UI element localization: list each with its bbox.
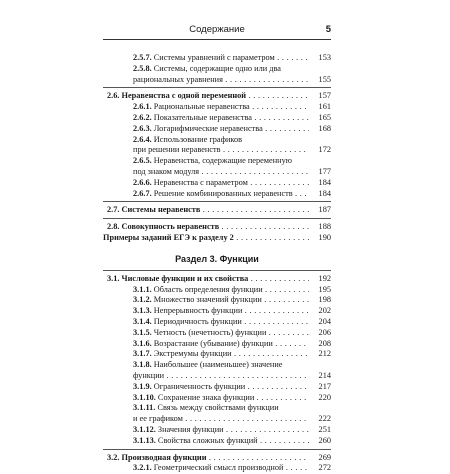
toc-entry-title: Ограниченность функции [154,382,245,391]
toc-entry-page: 272 [309,463,331,474]
toc-entry-text [103,436,309,447]
toc-entry-title: Неравенства с параметром [154,178,248,187]
toc-entry-title: Свойства сложных функций [158,436,258,445]
toc-entry-text [103,425,309,436]
toc-entry-page: 184 [309,178,331,189]
running-title: Содержание [103,24,331,35]
toc-entry-number: 2.8. [107,222,119,231]
toc-entry-text [103,393,309,404]
toc-entry-text [103,178,309,189]
divider [103,449,331,450]
toc-entry-number: 3.2.1. [133,463,152,472]
toc-entry-title: Экстремумы функции [154,349,232,358]
toc-entry-page: 190 [309,233,331,244]
toc-entry-page: 172 [309,145,331,156]
toc-block-5 [103,274,331,447]
toc-entry [103,135,331,146]
toc-entry-text [103,285,309,296]
toc-entry-text [103,371,309,382]
toc-entry [103,306,331,317]
toc-entry [103,222,331,233]
toc-entry [103,285,331,296]
toc-entry [103,167,331,178]
toc-entry-text [103,414,309,425]
toc-entry [103,75,331,86]
toc-entry-number: 3.1.11. [133,403,155,412]
toc-entry-number: 3.1.10. [133,393,156,402]
toc-block-4 [103,222,331,244]
toc-entry-page: 206 [309,328,331,339]
toc-block-3 [103,205,331,216]
toc-entry [103,145,331,156]
toc-entry-text [103,233,309,244]
toc-entry-page: 168 [309,124,331,135]
page-number: 5 [326,24,331,35]
toc-entry-number: 3.1.13. [133,436,156,445]
toc-entry-text [103,453,309,464]
toc-entry-title: Возрастание (убывание) функции [154,339,273,348]
toc-entry-number: 3.1.12. [133,425,156,434]
toc-entry-number: 3.1.3. [133,306,152,315]
toc-entry [103,349,331,360]
toc-entry [103,113,331,124]
toc-entry-title: Системы неравенств [122,205,201,214]
toc-entry-number: 2.6.6. [133,178,152,187]
toc-entry-page: 269 [309,453,331,464]
toc-entry [103,339,331,350]
toc-entry-text [103,317,309,328]
toc-block-1 [103,53,331,85]
toc-entry-title: под знаком модуля [133,167,199,176]
toc-entry-text [103,403,309,414]
toc-entry-title: Периодичность функции [154,317,242,326]
toc-entry-page: 195 [309,285,331,296]
toc-entry-page: 208 [309,339,331,350]
toc-entry-text [103,102,309,113]
toc-block-6 [103,453,331,474]
toc-entry-title: Производная функции [122,453,207,462]
toc-entry-number: 3.1.4. [133,317,152,326]
toc-entry-page: 204 [309,317,331,328]
toc-entry-title: функции [133,371,164,380]
running-header [103,24,331,38]
toc-entry-number: 3.2. [107,453,119,462]
toc-entry-title: Логарифмические неравенства [154,124,263,133]
toc-entry-text [103,306,309,317]
toc-entry-title: при решении неравенств [133,145,221,154]
toc-entry-text [103,124,309,135]
toc-entry-text [103,463,309,474]
toc-entry-number: 2.5.7. [133,53,152,62]
toc-entry [103,124,331,135]
toc-entry-page: 157 [309,91,331,102]
toc-entry-page: 222 [309,414,331,425]
divider [103,201,331,202]
toc-entry-text [103,145,309,156]
toc-entry-number: 2.6.3. [133,124,152,133]
toc-entry [103,463,331,474]
toc-entry [103,393,331,404]
toc-entry [103,360,331,371]
toc-entry [103,403,331,414]
toc-entry-text [103,64,309,75]
toc-entry-title: Системы уравнений с параметром [154,53,275,62]
toc-entry-page: 184 [309,189,331,200]
toc-entry-title: Использование графиков [154,135,242,144]
toc-entry-title: Неравенства с одной переменной [122,91,247,100]
toc-entry-page: 260 [309,436,331,447]
toc-entry-title: Решение комбинированных неравенств [154,189,293,198]
toc-entry-number: 3.1.2. [133,295,152,304]
toc-entry-text [103,328,309,339]
toc-entry-number: 3.1.6. [133,339,152,348]
toc-entry-text [103,156,309,167]
toc-entry-title: Примеры заданий ЕГЭ к разделу 2 [103,233,234,242]
toc-entry [103,436,331,447]
toc-entry-number: 3.1.5. [133,328,152,337]
toc-entry-page: 161 [309,102,331,113]
toc-entry [103,156,331,167]
toc-entry-number: 2.6.4. [133,135,152,144]
toc-entry-page: 212 [309,349,331,360]
toc-entry-page: 192 [309,274,331,285]
toc-entry-title: и ее графиком [133,414,183,423]
toc-entry-page: 202 [309,306,331,317]
toc-entry [103,64,331,75]
toc-entry-text [103,222,309,233]
toc-entry-number: 2.6.1. [133,102,152,111]
toc-entry-text [103,295,309,306]
toc-entry-number: 3.1. [107,274,119,283]
toc-entry-title: Непрерывность функции [154,306,243,315]
toc-entry-number: 3.1.1. [133,285,152,294]
toc-entry [103,91,331,102]
toc-entry-title: Числовые функции и их свойства [122,274,249,283]
toc-entry-title: Область определения функции [154,285,263,294]
toc-entry-page: 155 [309,75,331,86]
toc-entry-text [103,382,309,393]
toc-entry-text [103,167,309,178]
toc-entry [103,453,331,464]
toc-entry-title: Показательные неравенства [154,113,252,122]
toc-entry-page: 198 [309,295,331,306]
toc-entry-text [103,205,309,216]
toc-entry-text [103,75,309,86]
toc-entry-page: 165 [309,113,331,124]
toc-entry-number: 2.6.5. [133,156,152,165]
toc-entry-number: 2.6.7. [133,189,152,198]
toc-entry-number: 3.1.9. [133,382,152,391]
toc-entry-title: Множество значений функции [154,295,262,304]
toc-entry-title: рациональных уравнения [133,75,223,84]
toc-entry-page: 251 [309,425,331,436]
toc-entry-number: 2.6.2. [133,113,152,122]
header-rule [103,39,331,40]
toc-entry-page: 177 [309,167,331,178]
toc-entry-title: Связь между свойствами функции [157,403,278,412]
toc-entry [103,317,331,328]
toc-entry-page: 220 [309,393,331,404]
toc-entry-title: Геометрический смысл производной [154,463,284,472]
toc-entry [103,178,331,189]
toc-entry [103,53,331,64]
toc-entry-page: 187 [309,205,331,216]
toc-entry-number: 3.1.8. [133,360,152,369]
toc-entry [103,295,331,306]
section-heading: Раздел 3. Функции [103,252,331,267]
toc-entry-title: Системы, содержащие одно или два [154,64,281,73]
toc-entry-title: Значения функции [158,425,224,434]
toc-entry-title: Четность (нечетность) функции [154,328,267,337]
toc-entry [103,189,331,200]
toc-entry-text [103,113,309,124]
toc-entry [103,274,331,285]
divider [103,87,331,88]
toc-entry-title: Совокупность неравенств [122,222,220,231]
toc-entry [103,205,331,216]
toc-entry-page: 153 [309,53,331,64]
toc-entry [103,233,331,244]
toc-entry-title: Сохранение знака функции [158,393,254,402]
toc-entry [103,328,331,339]
toc-entry-text [103,53,309,64]
toc-entry-text [103,339,309,350]
toc-entry-title: Неравенства, содержащие переменную [154,156,292,165]
toc-entry-title: Наибольшее (наименьшее) значение [154,360,283,369]
toc-entry-page: 214 [309,371,331,382]
toc-entry-number: 2.7. [107,205,119,214]
toc-entry-page: 188 [309,222,331,233]
toc-entry [103,414,331,425]
toc-entry-text [103,135,309,146]
toc-entry [103,382,331,393]
toc-entry [103,425,331,436]
toc-entry-number: 3.1.7. [133,349,152,358]
table-of-contents [103,53,331,474]
toc-entry-text [103,360,309,371]
toc-entry-text [103,349,309,360]
toc-entry-text [103,189,309,200]
toc-entry-number: 2.5.8. [133,64,152,73]
toc-entry [103,371,331,382]
toc-entry-title: Рациональные неравенства [154,102,250,111]
toc-block-2 [103,91,331,199]
toc-entry-text [103,91,309,102]
toc-entry-number: 2.6. [107,91,119,100]
toc-entry-page: 217 [309,382,331,393]
toc-entry [103,102,331,113]
divider [103,218,331,219]
toc-entry-text [103,274,309,285]
divider [103,270,331,271]
